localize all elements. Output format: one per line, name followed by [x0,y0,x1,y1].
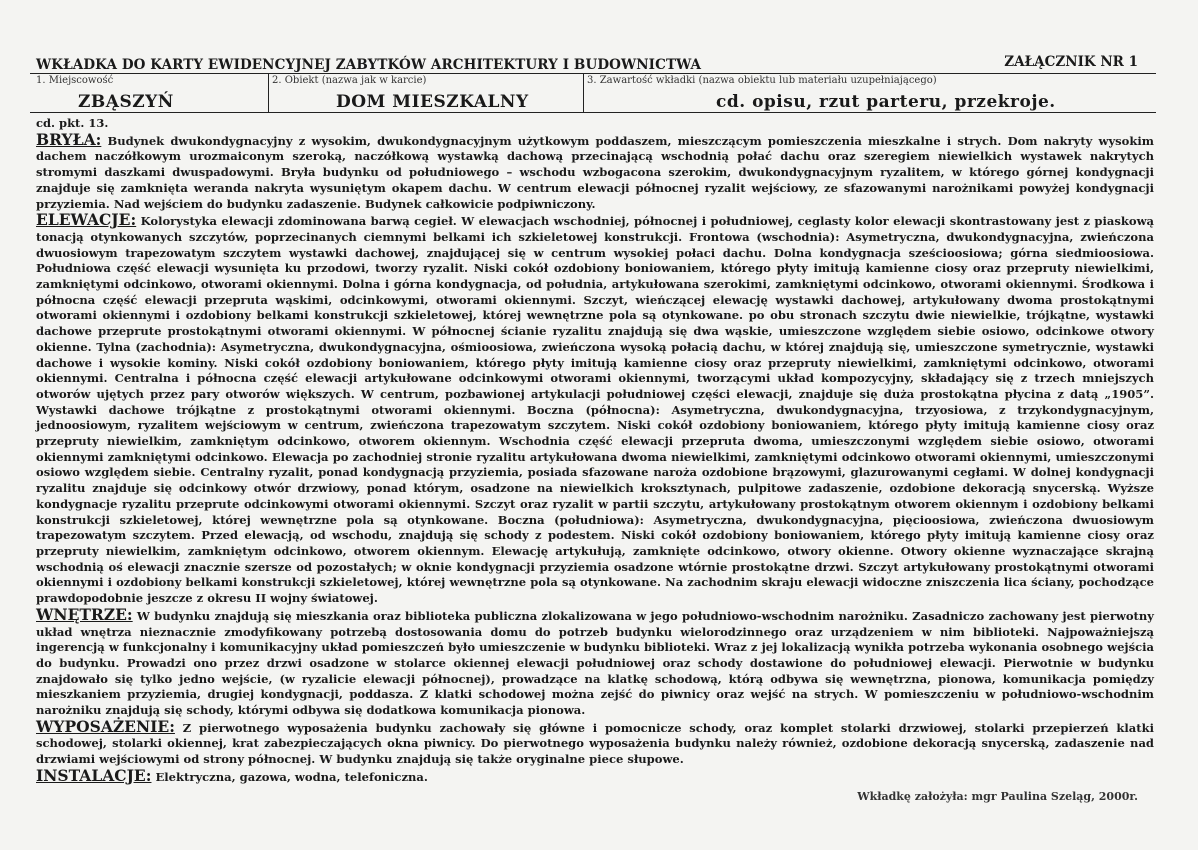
annex-number: ZAŁĄCZNIK NR 1 [1004,54,1138,70]
section-elewacje [36,212,1154,607]
field-1-label: 1. Miejscowość [36,75,114,86]
section-instalacje [36,765,1154,786]
section-heading-elewacje: ELEWACJE: [36,210,137,230]
author-note: Wkładkę założyła: mgr Paulina Szeląg, 2000r. [857,790,1138,803]
section-bryla [36,129,1154,213]
field-2-label: 2. Obiekt (nazwa jak w karcie) [272,75,427,86]
section-text-wyposazenie: Z pierwotnego wyposażenia budynku zachowały się główne i pomocnicze schody, oraz komplet stolarki drzwiowej, stolarki przepierzeń klatki schodowej, stolarki okiennej, krat zabezpieczających okna piwnicy. Do pierwotnego wyposażenia budynku należy również, ozdobione dekoracją snycerską, zadaszenie nad drzwiami wejściowymi od strony północnej. W budynku znajdują się także oryginalne piece słupowe. [36,720,1154,767]
section-heading-instalacje: INSTALACJE: [36,765,152,785]
document-body [36,116,1154,786]
field-2-value: DOM MIESZKALNY [336,92,529,112]
section-wyposazenie [36,716,1154,768]
section-text-wnetrze: W budynku znajdują się mieszkania oraz biblioteka publiczna zlokalizowana w jego południowo-wschodnim narożniku. Zasadniczo zachowany jest pierwotny układ wnętrza nieznacznie zmodyfikowany potrzebą dostosowania domu do potrzeb budynku wielorodzinnego oraz urządzeniem w nim biblioteki. Najpoważniejszą ingerencją w funkcjonalny i komunikacyjny układ pomieszczeń było umieszczenie w budynku biblioteki. Wraz z jej lokalizacją wynikła potrzeba wykonania osobnego wejścia do budynku. Prowadzi ono przez drzwi osadzone w stolarce okiennej elewacji południowej oraz schody dostawione do południowej elewacji. Pierwotnie w budynku znajdowało się tylko jedno wejście, (w ryzalicie elewacji północnej), prowadzące na klatkę schodową, którą odbywa się wewnętrzna, pionowa, komunikacja pomiędzy mieszkaniem przyziemia, drugiej kondygnacji, poddasza. Z klatki schodowej można zejść do piwnicy oraz wejść na strych. W pomieszczeniu w południowo-wschodnim narożniku znajdują się schody, którymi odbywa się dodatkowa komunikacja pionowa. [36,608,1154,718]
field-3-value: cd. opisu, rzut parteru, przekroje. [716,92,1056,112]
section-heading-wyposazenie: WYPOSAŻENIE: [36,716,175,736]
section-text-bryla: Budynek dwukondygnacyjny z wysokim, dwukondygnacyjnym użytkowym poddaszem, mieszczącym pomieszczenia mieszkalne i strych. Dom nakryty wysokim dachem naczółkowym urozmaiconym szeroką, naczółkową wystawką dachową przecinającą wschodnią połać dachu oraz szeregiem niewielkich wystawek nakrytych stromymi daszkami dwuspadowymi. Bryła budynku od południowego – wschodu wzbogacona szerokim, dwukondygnacyjnym ryzalitem, w którego górnej kondygnacji znajduje się zamknięta weranda nakryta wysuniętym okapem dachu. W centrum elewacji północnej ryzalit wejściowy, ze sfazowanymi narożnikami powyżej kondygnacji przyziemia. Nad wejściem do budynku zadaszenie. Budynek całkowicie podpiwniczony. [36,133,1154,211]
field-divider-1 [268,73,269,112]
field-divider-2 [583,73,584,112]
document-title: WKŁADKA DO KARTY EWIDENCYJNEJ ZABYTKÓW ARCHITEKTURY I BUDOWNICTWA [36,57,702,73]
header-rule-bottom [30,112,1156,113]
section-heading-wnetrze: WNĘTRZE: [36,604,133,624]
section-text-instalacje: Elektryczna, gazowa, wodna, telefoniczna. [151,769,428,784]
section-heading-bryla: BRYŁA: [36,129,102,149]
field-1-value: ZBĄSZYŃ [78,92,174,112]
section-text-elewacje: Kolorystyka elewacji zdominowana barwą cegieł. W elewacjach wschodniej, północnej i południowej, ceglasty kolor elewacji skontrastowany jest z piaskową tonacją otynkowanych szczytów, poprzecinanych ciemnymi belkami ich szkieletowej konstrukcji. Frontowa (wschodnia): Asymetryczna, dwukondygnacyjna, zwieńczona dwuosiowym trapezowatym szczytem wystawki dachowej, znajdującej się w centrum wysokiej połaci dachu. Dolna kondygnacja sześcioosiowa; górna siedmioosiowa. Południowa część elewacji wysunięta ku przodowi, tworzy ryzalit. Niski cokół ozdobiony boniowaniem, którego płyty imitują kamienne ciosy oraz przepruty niewielkimi, zamkniętymi odcinkowo, otworami okiennymi. Dolna i górna kondygnacja, od południa, artykułowana szerokimi, zamkniętymi odcinkowo, otworami okiennymi. Środkowa i północna część elewacji przepruta wąskimi, odcinkowymi, otworami okiennymi. Szczyt, wieńczącej elewację wystawki dachowej, artykułowany dwoma prostokątnymi otworami okiennymi i ozdobiony belkami konstrukcji szkieletowej, której wewnętrzne pola są otynkowane. po obu stronach szczytu dwie niewielkie, trójkątne, wystawki dachowe przeprute prostokątnymi otworami okiennymi. W północnej ścianie ryzalitu znajdują się dwa wąskie, umieszczone względem siebie osiowo, odcinkowe otwory okienne. Tylna (zachodnia): Asymetryczna, dwukondygnacyjna, ośmioosiowa, zwieńczona wysoką połacią dachu, w której znajdują się, umieszczone symetrycznie, wystawki dachowe i wysokie kominy. Niski cokół ozdobiony boniowaniem, którego płyty imitują kamienne ciosy oraz przepruty niewielkimi, zamkniętymi odcinkowo, otworami okiennymi. Centralna i północna część elewacji artykułowane odcinkowymi otworami okiennymi, tworzącymi układ kompozycyjny, składający się z trzech mniejszych otworów ujętych przez pary otworów większych. W centrum, pozbawionej artykulacji południowej części elewacji, znajduje się duża prostokątna płycina z datą „1905”. Wystawki dachowe trójkątne z prostokątnymi otworami okiennymi. Boczna (północna): Asymetryczna, dwukondygnacyjna, trzyosiowa, z trzykondygnacyjnym, jednoosiowym, ryzalitem wejściowym w centrum, zwieńczona trapezowatym szczytem. Niski cokół ozdobiony boniowaniem, którego płyty imitują kamienne ciosy oraz przepruty niewielkim, zamkniętym odcinkowo, otworem okiennym. Wschodnia część elewacji przepruta dwoma, umieszczonymi względem siebie osiowo, otworami okiennymi zamkniętymi odcinkowo. Elewacja po zachodniej stronie ryzalitu artykułowana dwoma niewielkimi, zamkniętymi odcinkowo otworami okiennymi, umieszczonymi osiowo względem siebie. Centralny ryzalit, ponad kondygnacją przyziemia, posiada sfazowane naroża ozdobione brązowymi, glazurowanymi cegłami. W dolnej kondygnacji ryzalitu znajduje się odcinkowy otwór drzwiowy, ponad którym, osadzone na niewielkich kroksztynach, pulpitowe zadaszenie, ozdobione dekoracją snycerską. Wyższe kondygnacje ryzalitu przeprute odcinkowymi otworami okiennymi. Szczyt oraz ryzalit w partii szczytu, artykułowany prostokątnym otworem okiennym i ozdobiony belkami konstrukcji szkieletowej, której wewnętrzne pola są otynkowane. Boczna (południowa): Asymetryczna, dwukondygnacyjna, pięcioosiowa, zwieńczona dwuosiowym trapezowatym szczytem. Przed elewacją, od wschodu, znajdują się schody z podestem. Niski cokół ozdobiony boniowaniem, którego płyty imitują kamienne ciosy oraz przepruty niewielkim, zamkniętym odcinkowo, otworem okiennym. Elewację artykułują, zamknięte odcinkowo, otwory okienne. Otwory okienne wyznaczające skrajną wschodnią oś elewacji znacznie szersze od pozostałych; w oknie kondygnacji przyziemia osadzone wtórnie prostokątne drzwi. Szczyt artykułowany prostokątnymi otworami okiennymi i ozdobiony belkami konstrukcji szkieletowej, której wewnętrzne pola są otynkowane. Na zachodnim skraju elewacji widoczne zniszczenia lica ściany, pochodzące prawdopodobnie jeszcze z okresu II wojny światowej. [36,214,1154,606]
section-reference: cd. pkt. 13. [36,116,109,130]
field-3-label: 3. Zawartość wkładki (nazwa obiektu lub materiału uzupełniającego) [587,75,937,86]
section-wnetrze [36,604,1154,719]
header-rule-top [30,73,1156,74]
